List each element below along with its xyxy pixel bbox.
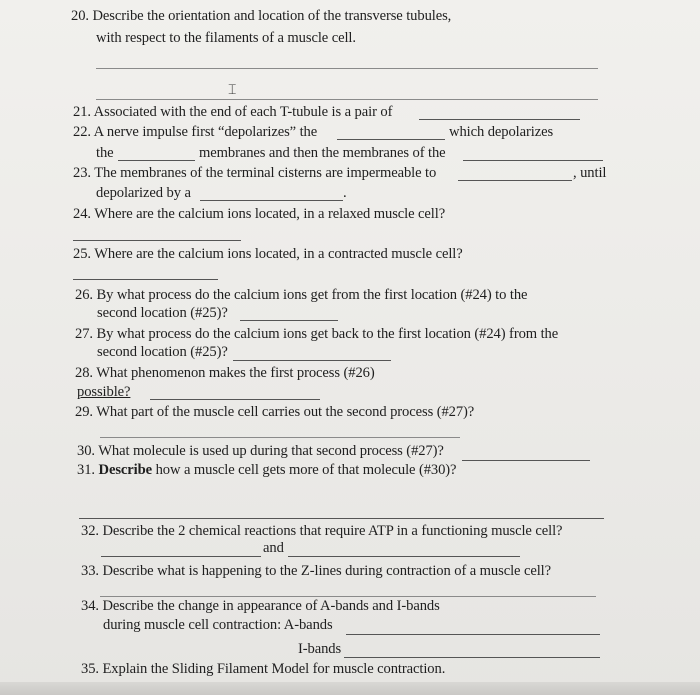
answer-line-26[interactable] [240, 320, 338, 321]
question-23-part-d: . [343, 185, 347, 201]
question-28-line1: 28. What phenomenon makes the first process (#26) [75, 365, 375, 381]
question-22-part-c: the [96, 145, 114, 161]
question-21: 21. Associated with the end of each T-tubule is a pair of [73, 104, 393, 120]
question-26-line1: 26. By what process do the calcium ions get from the first location (#24) to the [75, 287, 528, 303]
question-34-line2: during muscle cell contraction: A-bands [103, 617, 333, 633]
answer-line-32a[interactable] [101, 556, 261, 557]
answer-line-29[interactable] [100, 437, 460, 438]
question-22-part-d: membranes and then the membranes of the [199, 145, 446, 161]
question-31-number: 31. [77, 462, 95, 478]
question-35: 35. Explain the Sliding Filament Model for muscle contraction. [81, 661, 446, 677]
answer-line-31[interactable] [79, 518, 604, 519]
answer-line-23b[interactable] [200, 200, 343, 201]
question-31-bold-word: Describe [98, 462, 153, 478]
answer-line-32b[interactable] [288, 556, 520, 557]
question-29: 29. What part of the muscle cell carries out the second process (#27)? [75, 404, 475, 420]
question-23-part-a: 23. The membranes of the terminal cisterns are impermeable to [73, 165, 437, 181]
answer-line-22a[interactable] [337, 139, 445, 140]
question-23-part-c: depolarized by a [96, 185, 191, 201]
answer-line-24[interactable] [73, 240, 241, 241]
question-32-and: and [263, 540, 284, 556]
answer-line-28[interactable] [150, 399, 320, 400]
question-24: 24. Where are the calcium ions located, in a relaxed muscle cell? [73, 206, 446, 222]
answer-line-33[interactable] [100, 596, 596, 597]
answer-line-22b[interactable] [118, 160, 195, 161]
question-34-line1: 34. Describe the change in appearance of A-bands and I-bands [81, 598, 440, 614]
answer-line-20b[interactable] [96, 99, 598, 100]
answer-line-34-a-bands[interactable] [346, 634, 600, 635]
question-33: 33. Describe what is happening to the Z-lines during contraction of a muscle cell? [81, 563, 552, 579]
answer-line-30[interactable] [462, 460, 590, 461]
question-32-line1: 32. Describe the 2 chemical reactions that require ATP in a functioning muscle cell? [81, 523, 563, 539]
bottom-edge-shadow [0, 682, 700, 695]
question-27-line1: 27. By what process do the calcium ions get back to the first location (#24) from the [75, 326, 559, 342]
question-22-part-b: which depolarizes [449, 124, 554, 140]
question-28-line2: possible? [77, 384, 131, 400]
question-25: 25. Where are the calcium ions located, in a contracted muscle cell? [73, 246, 463, 262]
answer-line-21[interactable] [419, 119, 580, 120]
question-30: 30. What molecule is used up during that second process (#27)? [77, 443, 444, 459]
question-31 [77, 462, 456, 479]
question-27-line2: second location (#25)? [97, 344, 228, 360]
question-20-line1: 20. Describe the orientation and location of the transverse tubules, [71, 8, 452, 24]
question-20-line2: with respect to the filaments of a muscle cell. [96, 30, 356, 46]
answer-line-27[interactable] [233, 360, 391, 361]
question-34-line3: I-bands [298, 641, 342, 657]
question-23-part-b: , until [573, 165, 607, 181]
text-cursor-icon: ⌶ [228, 82, 237, 98]
answer-line-22c[interactable] [463, 160, 603, 161]
answer-line-34-i-bands[interactable] [344, 657, 600, 658]
answer-line-23a[interactable] [458, 180, 572, 181]
question-22-part-a: 22. A nerve impulse first “depolarizes” the [73, 124, 318, 140]
answer-line-25[interactable] [73, 279, 218, 280]
answer-line-20a[interactable] [96, 68, 598, 69]
question-31-rest: how a muscle cell gets more of that molecule (#30)? [155, 462, 457, 478]
question-26-line2: second location (#25)? [97, 305, 228, 321]
